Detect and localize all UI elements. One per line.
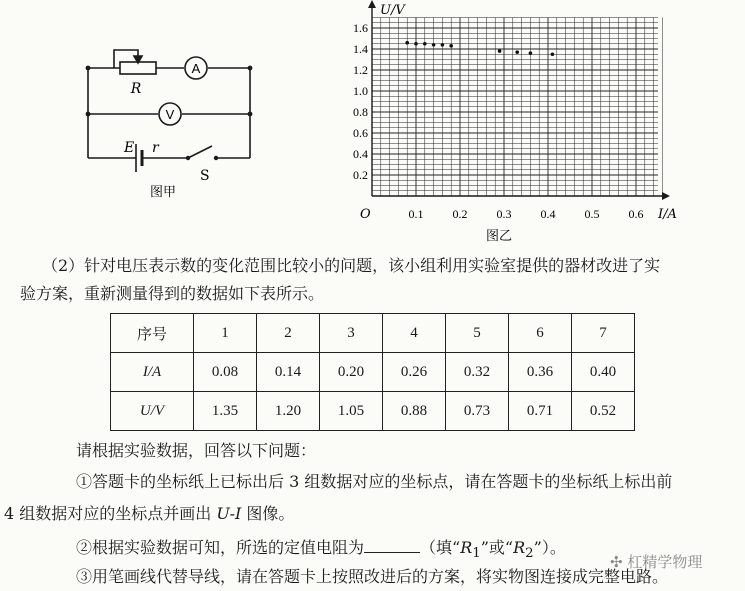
table-cell: 1.05 [320,392,383,431]
row-label-current: I/A [111,353,194,392]
q3-line: ③用笔画线代替导线，请在答题卡上按照改进后的方案，将实物图连接成完整电路。 [76,567,669,586]
ammeter-label: A [191,61,201,76]
label-emf: E [124,140,135,156]
table-row-current [111,353,635,392]
ask-line: 请根据实验数据，回答以下问题： [76,441,317,460]
y-tick-label: 1.6 [353,21,368,35]
q2-sub-text: ②根据实验数据可知，所选的定值电阻为 [76,538,365,557]
watermark-text: 杠精学物理 [627,553,703,571]
table-cell: 0.52 [572,392,635,431]
data-point [529,51,533,55]
x-tick-label: 0.5 [584,207,600,221]
q1-line-2-end: 图像。 [241,504,295,523]
table-col: 5 [446,314,509,353]
x-tick-label: 0.1 [408,207,424,221]
q1-line-2-text: 4 组数据对应的坐标点并画出 [4,504,217,523]
table-cell: 1.35 [194,392,257,431]
y-tick-label: 0.4 [353,147,368,161]
x-tick-label: 0.2 [452,207,468,221]
data-table [110,313,635,431]
data-point [414,42,418,46]
table-cell: 1.20 [257,392,320,431]
label-switch: S [200,168,210,184]
x-axis-arrow [662,192,670,200]
data-point [441,43,445,47]
data-point [498,49,502,53]
watermark [610,551,702,572]
x-tick-label: 0.4 [540,207,556,221]
table-col: 6 [509,314,572,353]
q1-ui-term: U-I [216,504,242,523]
data-point [423,42,427,46]
label-r-rheostat: R [130,81,142,97]
table-row-voltage [111,392,635,431]
voltmeter-label: V [165,107,175,122]
q2-sub-end: ”）。 [533,538,566,557]
switch-blade [188,146,212,158]
x-axis-label: I/A [658,207,677,222]
circuit-diagram [80,38,280,203]
table-cell: 0.26 [383,353,446,392]
q2-line-2: 验方案，重新测量得到的数据如下表所示。 [20,284,325,303]
row-label-voltage: U/V [111,392,194,431]
table-row-header [111,314,635,353]
data-point [432,43,436,47]
q2-sub-line [76,536,566,565]
table-header-label: 序号 [111,314,194,353]
y-axis-arrow [368,0,376,8]
table-cell: 0.73 [446,392,509,431]
y-tick-label: 1.2 [353,63,368,77]
data-point [515,50,519,54]
r2-symbol: R [513,538,526,557]
y-tick-label: 0.2 [353,168,368,182]
table-col: 3 [320,314,383,353]
figure-b-caption: 图乙 [486,229,513,244]
r2-subscript: 2 [525,546,534,562]
wechat-icon: ✣ [610,553,628,571]
y-tick-label: 1.4 [353,42,368,56]
table-cell: 0.14 [257,353,320,392]
table-cell: 0.36 [509,353,572,392]
table-cell: 0.20 [320,353,383,392]
table-col: 4 [383,314,446,353]
r1-subscript: 1 [472,546,481,562]
data-point [551,52,555,56]
y-tick-label: 1.0 [353,84,368,98]
y-tick-label: 0.6 [353,126,368,140]
q2-line-1: （2）针对电压表示数的变化范围比较小的问题，该小组利用实验室提供的器材改进了实 [42,256,661,275]
table-col: 7 [572,314,635,353]
table-col: 1 [194,314,257,353]
y-tick-label: 0.8 [353,105,368,119]
q2-sub-fill: （填“ [420,538,461,557]
x-tick-label: 0.3 [496,207,512,221]
label-internal-r: r [152,140,159,156]
table-cell: 0.88 [383,392,446,431]
table-cell: 0.08 [194,353,257,392]
origin-label: O [360,207,371,222]
table-col: 2 [257,314,320,353]
answer-blank[interactable] [364,536,420,553]
y-axis-label: U/V [380,3,405,18]
figure-a-caption: 图甲 [150,185,177,200]
ui-graph [340,0,700,245]
table-cell: 0.71 [509,392,572,431]
data-point [449,44,453,48]
q1-line-1: ①答题卡的坐标纸上已标出后 3 组数据对应的坐标点，请在答题卡的坐标纸上标出前 [76,472,673,491]
x-tick-label: 0.6 [628,207,644,221]
table-cell: 0.40 [572,353,635,392]
data-point [405,41,409,45]
r1-symbol: R [460,538,473,557]
q1-line-2 [4,503,294,525]
table-cell: 0.32 [446,353,509,392]
q2-sub-or: ”或“ [480,538,514,557]
